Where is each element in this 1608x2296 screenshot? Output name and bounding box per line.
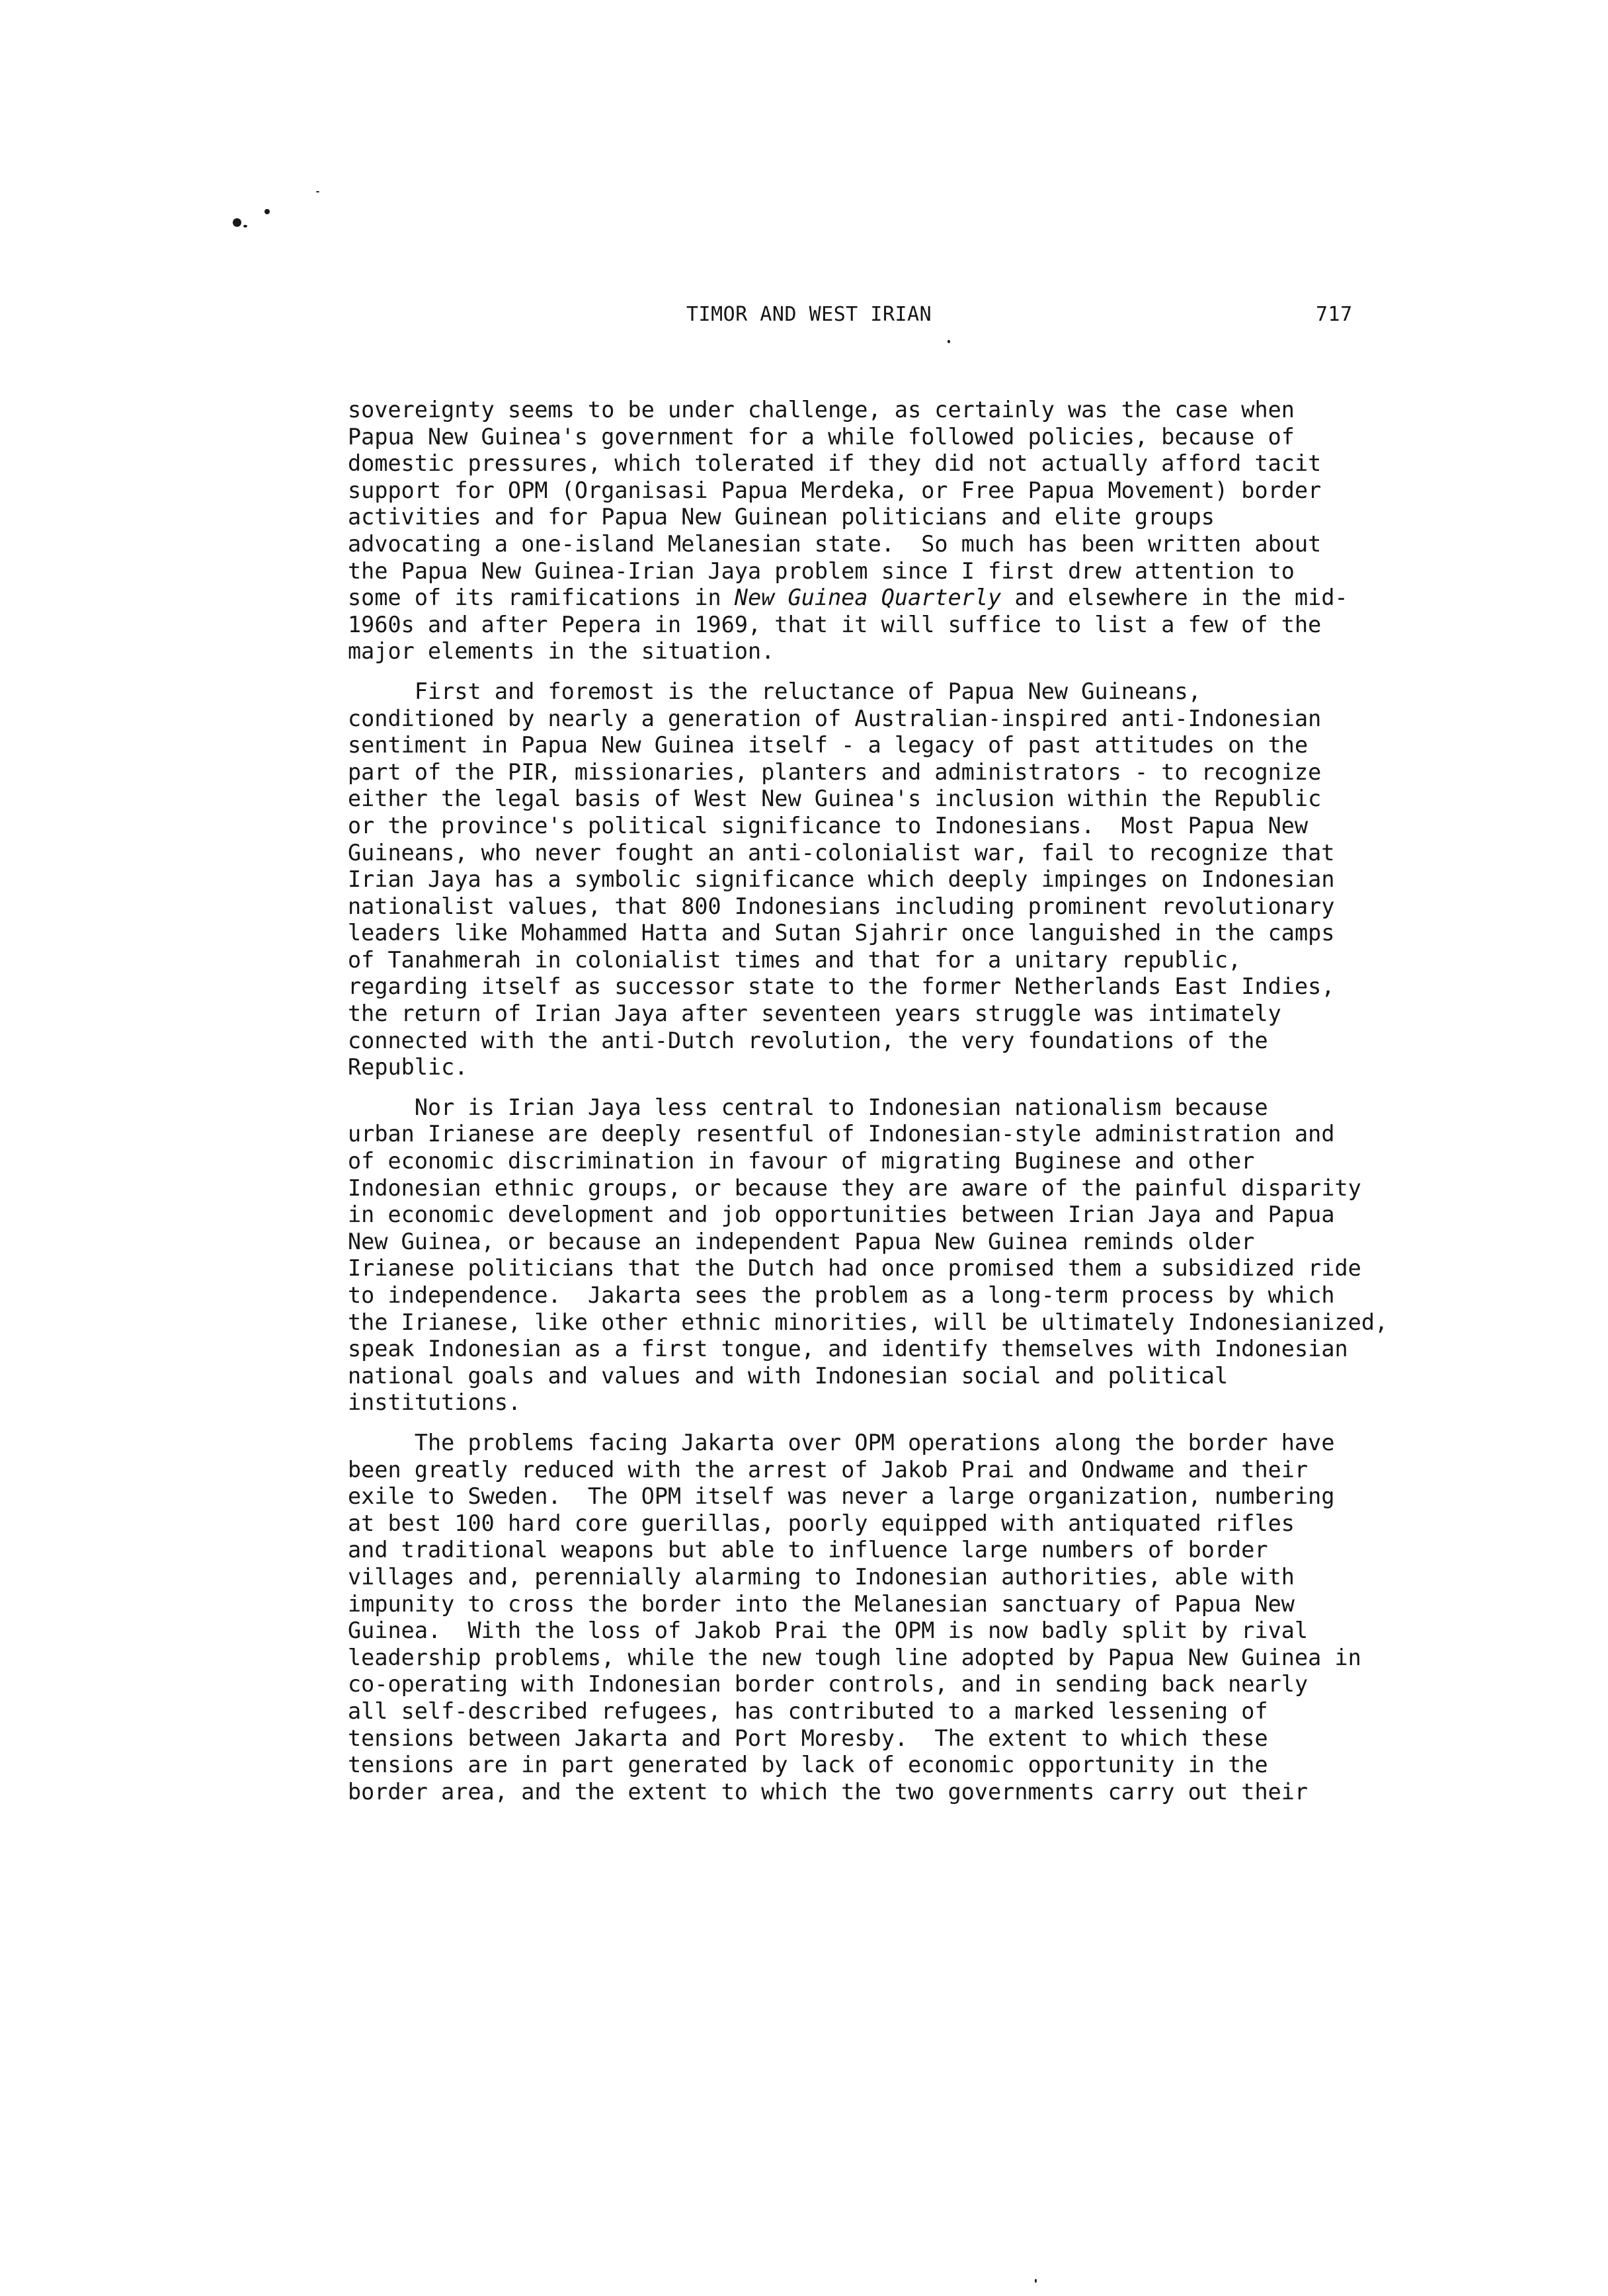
text-line: conditioned by nearly a generation of Australian-inspired anti-Indonesian (348, 705, 1322, 731)
text-line: advocating a one-island Melanesian state. So much has been written about (348, 530, 1322, 557)
text-line: sentiment in Papua New Guinea itself - a legacy of past attitudes on the (348, 732, 1308, 758)
text-line: all self-described refugees, has contributed to a marked lessening of (348, 1698, 1268, 1724)
text-line: Nor is Irian Jaya less central to Indonesian nationalism because (348, 1094, 1268, 1120)
ink-speck (947, 340, 950, 343)
text-line: tensions are in part generated by lack of economic opportunity in the (348, 1752, 1268, 1778)
text-line: exile to Sweden. The OPM itself was never a large organization, numbering (348, 1483, 1335, 1510)
paragraph (348, 1430, 1472, 1805)
paragraph-gap (348, 665, 1472, 678)
text-line: of economic discrimination in favour of migrating Buginese and other (348, 1148, 1255, 1174)
page-number: 717 (1316, 303, 1353, 326)
text-line: impunity to cross the border into the Melanesian sanctuary of Papua New (348, 1590, 1295, 1617)
text-line: the Irianese, like other ethnic minorities, will be ultimately Indonesianized, (348, 1309, 1388, 1335)
text-line: Papua New Guinea's government for a while followed policies, because of (348, 423, 1295, 450)
text-line: the return of Irian Jaya after seventeen years struggle was intimately (348, 1001, 1281, 1027)
text-line: part of the PIR, missionaries, planters and administrators - to recognize (348, 758, 1322, 785)
text-line: speak Indonesian as a first tongue, and identify themselves with Indonesian (348, 1336, 1348, 1362)
text-line: villages and, perennially alarming to Indonesian authorities, able with (348, 1563, 1295, 1590)
text-line: The problems facing Jakarta over OPM operations along the border have (348, 1429, 1335, 1456)
text-line: Guinea. With the loss of Jakob Prai the OPM is now badly split by rival (348, 1618, 1308, 1644)
text-line: 1960s and after Pepera in 1969, that it will suffice to list a few of the (348, 611, 1322, 637)
text-line: leaders like Mohammed Hatta and Sutan Sjahrir once languished in the camps (348, 920, 1335, 946)
ink-speck (1035, 2279, 1037, 2283)
text-line: border area, and the extent to which the two governments carry out their (348, 1778, 1308, 1805)
text-line: major elements in the situation. (348, 638, 775, 665)
text-line: Irian Jaya has a symbolic significance which deeply impinges on Indonesian (348, 866, 1335, 893)
text-line: of Tanahmerah in colonialist times and that for a unitary republic, (348, 946, 1242, 973)
text-line: co-operating with Indonesian border controls, and in sending back nearly (348, 1671, 1308, 1698)
paragraph (348, 678, 1472, 1081)
text-line: activities and for Papua New Guinean politicians and elite groups (348, 504, 1215, 530)
body-text (348, 397, 1472, 1805)
text-line: support for OPM (Organisasi Papua Merdeka, or Free Papua Movement) border (348, 477, 1322, 503)
text-line: been greatly reduced with the arrest of Jakob Prai and Ondwame and their (348, 1456, 1308, 1483)
ink-speck (264, 209, 270, 214)
text-line: at best 100 hard core guerillas, poorly equipped with antiquated rifles (348, 1510, 1295, 1536)
paragraph-gap (348, 1416, 1472, 1430)
text-line: sovereignty seems to be under challenge, as certainly was the case when (348, 397, 1295, 423)
text-line: connected with the anti-Dutch revolution, the very foundations of the (348, 1027, 1268, 1053)
text-line: Guineans, who never fought an anti-colonialist war, fail to recognize that (348, 839, 1335, 866)
ink-speck (243, 225, 247, 227)
text-line: Indonesian ethnic groups, or because they are aware of the painful disparity (348, 1174, 1361, 1201)
text-line: urban Irianese are deeply resentful of Indonesian-style administration and (348, 1121, 1335, 1147)
text-line: leadership problems, while the new tough line adopted by Papua New Guinea in (348, 1644, 1361, 1670)
text-line: or the province's political significance to Indonesians. Most Papua New (348, 812, 1308, 839)
text-line: Irianese politicians that the Dutch had once promised them a subsidized ride (348, 1255, 1361, 1282)
paragraph-gap (348, 1081, 1472, 1094)
text-line: the Papua New Guinea-Irian Jaya problem since I first drew attention to (348, 557, 1295, 584)
text-line: Republic. (348, 1054, 468, 1081)
text-line: New Guinea, or because an independent Papua New Guinea reminds older (348, 1228, 1255, 1254)
text-line: national goals and values and with Indonesian social and political (348, 1362, 1228, 1389)
text-line: and traditional weapons but able to influence large numbers of border (348, 1537, 1268, 1563)
text-line: nationalist values, that 800 Indonesians including prominent revolutionary (348, 893, 1335, 919)
italic-title: New Guinea Quarterly (734, 585, 1002, 611)
text-line: some of its ramifications in New Guinea Quarterly and elsewhere in the mid- (348, 585, 1348, 611)
text-line: in economic development and job opportunities between Irian Jaya and Papua (348, 1202, 1335, 1228)
text-line: domestic pressures, which tolerated if they did not actually afford tacit (348, 450, 1322, 477)
text-line: either the legal basis of West New Guinea's inclusion within the Republic (348, 786, 1322, 812)
text-line: institutions. (348, 1389, 522, 1416)
paragraph (348, 1094, 1472, 1416)
text-line: First and foremost is the reluctance of Papua New Guineans, (348, 678, 1201, 704)
text-line: to independence. Jakarta sees the problem as a long-term process by which (348, 1282, 1335, 1308)
text-line: regarding itself as successor state to the former Netherlands East Indies, (348, 973, 1335, 1000)
ink-speck (316, 191, 319, 192)
text-line: tensions between Jakarta and Port Moresby. The extent to which these (348, 1725, 1268, 1751)
paragraph (348, 397, 1472, 665)
running-header-title: TIMOR AND WEST IRIAN (686, 303, 932, 326)
ink-speck (233, 218, 241, 227)
